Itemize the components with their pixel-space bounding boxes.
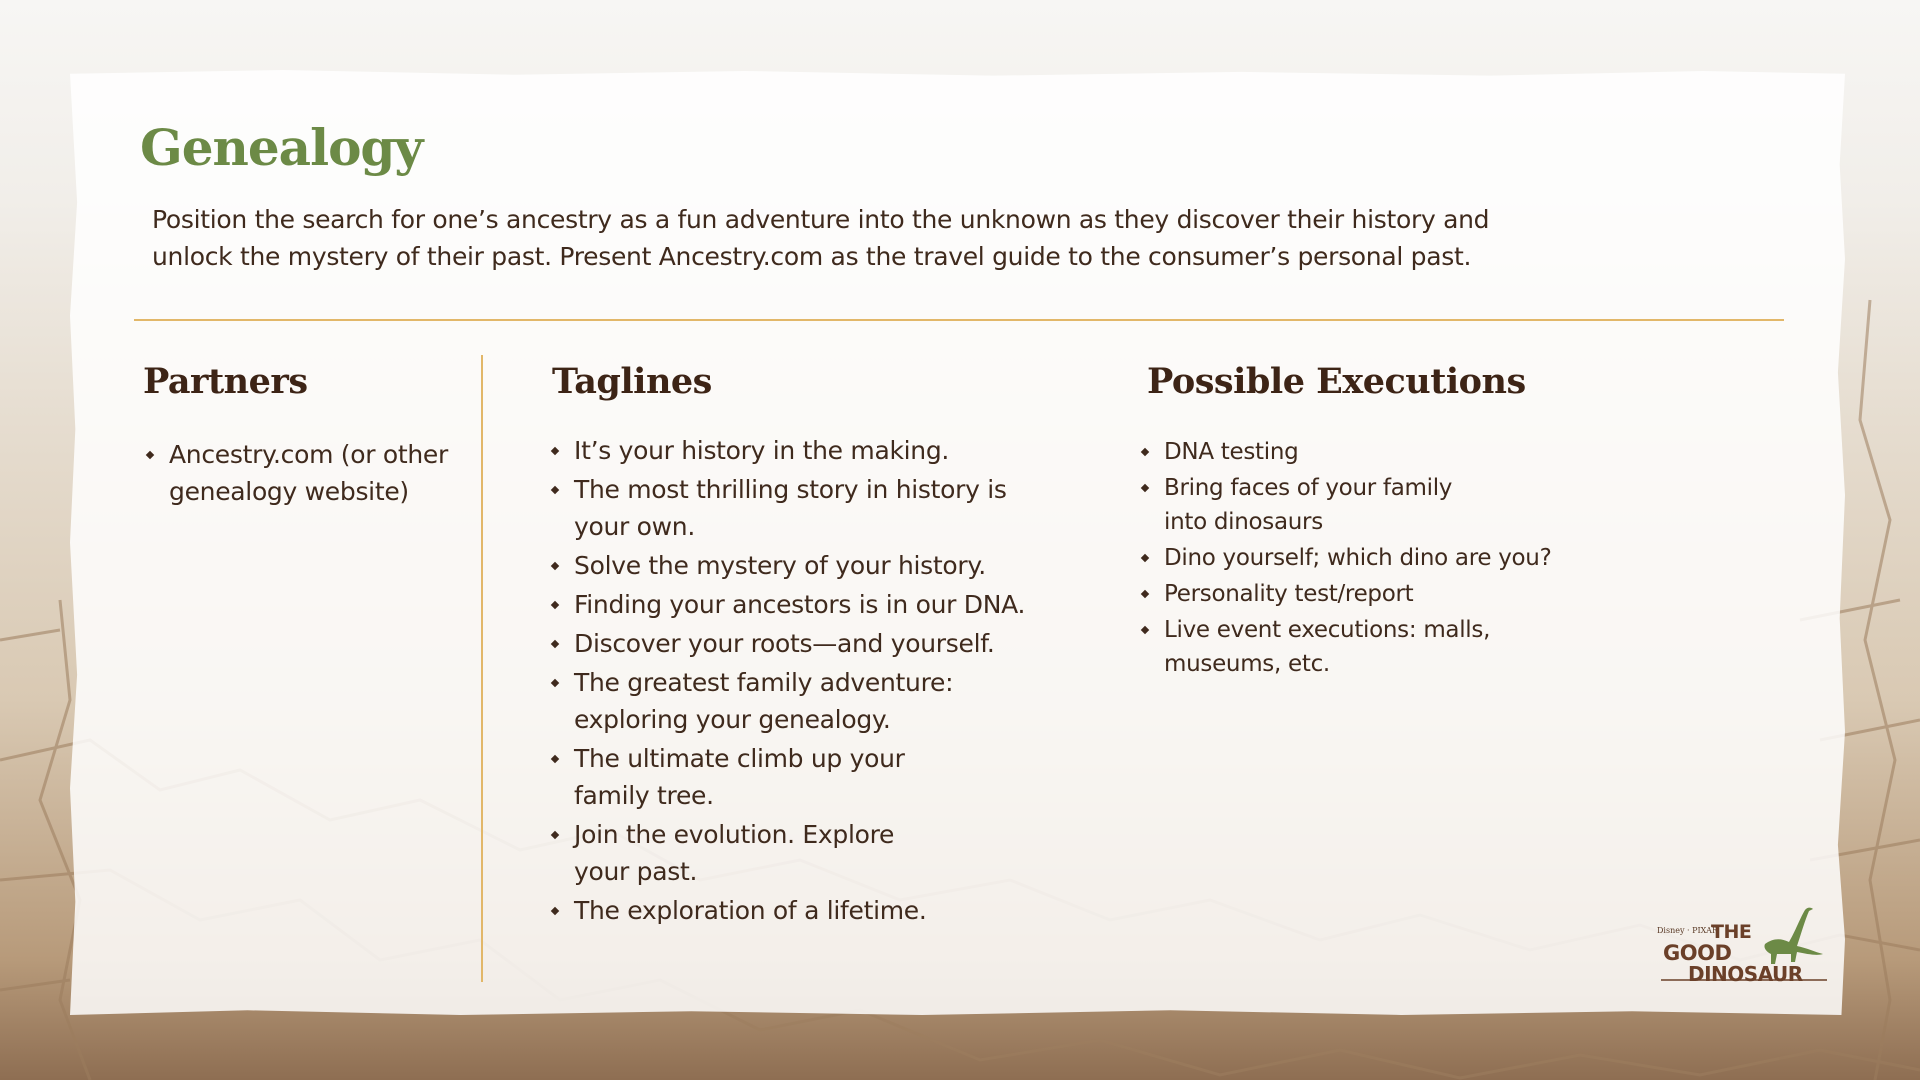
- list-item: Ancestry.com (or other genealogy website): [143, 436, 463, 510]
- list-item: The ultimate climb up your family tree.: [548, 740, 964, 814]
- partners-list: [143, 436, 463, 510]
- list-item: Solve the mystery of your history.: [548, 547, 1068, 584]
- vertical-divider: [481, 355, 483, 982]
- intro-paragraph: Position the search for one’s ancestry as a fun adventure into the unknown as they discover their history and unlock the mystery of their past. Present Ancestry.com as the travel guide to the consumer’s personal past.: [152, 205, 1490, 271]
- list-item: Finding your ancestors is in our DNA.: [548, 586, 1068, 623]
- list-item: DNA testing: [1138, 435, 1618, 469]
- list-item: Dino yourself; which dino are you?: [1138, 541, 1618, 575]
- good-dinosaur-logo: [1655, 902, 1830, 984]
- horizontal-divider: [134, 319, 1784, 321]
- partners-heading: Partners: [143, 361, 308, 402]
- list-item: Personality test/report: [1138, 577, 1618, 611]
- page-title: Genealogy: [140, 118, 423, 177]
- list-item: Bring faces of your family into dinosaurs: [1138, 471, 1494, 539]
- list-item: The exploration of a lifetime.: [548, 892, 1068, 929]
- logo-word-good: GOOD: [1663, 941, 1732, 965]
- executions-heading: Possible Executions: [1147, 361, 1526, 402]
- executions-list: [1138, 435, 1618, 683]
- list-item: The greatest family adventure: exploring your genealogy.: [548, 664, 994, 738]
- logo-word-the: THE: [1711, 921, 1752, 943]
- list-item: Discover your roots—and yourself.: [548, 625, 1068, 662]
- logo-word-dinosaur: DINOSAUR: [1688, 962, 1803, 986]
- list-item: It’s your history in the making.: [548, 432, 1068, 469]
- list-item: The most thrilling story in history is your own.: [548, 471, 1014, 545]
- taglines-heading: Taglines: [552, 361, 712, 402]
- taglines-list: [548, 432, 1068, 931]
- logo-brands: Disney · PIXAR: [1657, 926, 1718, 935]
- list-item: Live event executions: malls, museums, etc.: [1138, 613, 1544, 681]
- list-item: Join the evolution. Explore your past.: [548, 816, 954, 890]
